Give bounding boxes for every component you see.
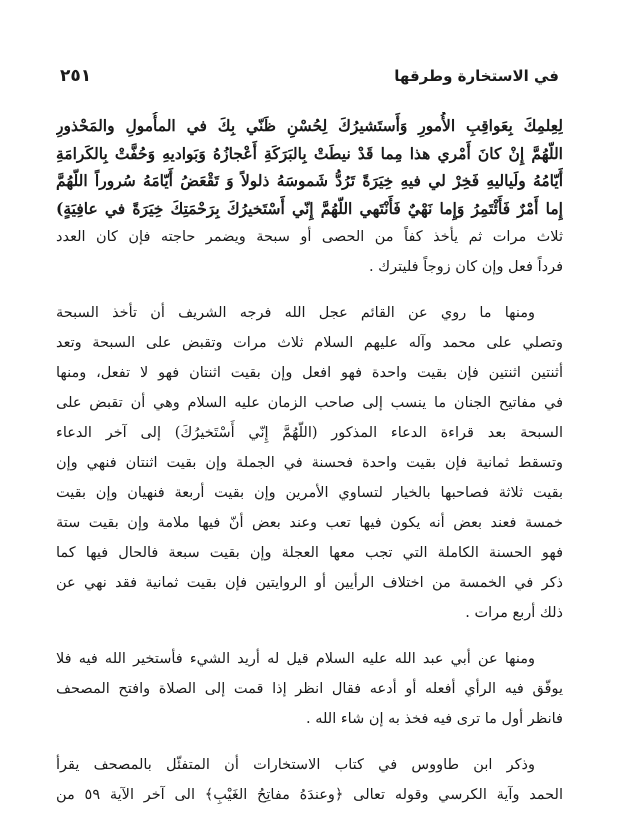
prayer-line: أَيّامُهُ ولَياليهِ فَخِرْ لي فيهِ خِيَرَةً تَرُدُّ شَموسَهُ ذلولاً وَ تَقْعَضُ أَيّامَهُ سُروراً اللّهُمَّ: [56, 171, 563, 190]
paragraph-3: [56, 644, 563, 734]
prayer-line: لِعِلمِكَ بِعَواقِبِ الأُمورِ وَأَستَشيرُكَ لِحُسْنِ ظَنّي بِكَ في المأُمولِ والمَحْذورِ: [56, 116, 563, 135]
paragraph-line: خمسة فعند بعض أنه يكون فيها تعب وعند بعض أنّ فيها ملامة وإن بقيت ستة: [56, 515, 563, 531]
paragraph-line: ذلك أربع مرات .: [465, 605, 563, 621]
paragraph-line: فانظر أول ما ترى فيه فخذ به إن شاء الله .: [306, 711, 563, 727]
paragraph-2: [56, 298, 563, 628]
paragraph-line: وتسقط ثمانية فإن بقيت واحدة فحسنة في الجملة وإن بقيت اثنتان فنهي وإن: [56, 455, 563, 471]
paragraph-line: ثلاث مرات ثم يأخذ كفاً من الحصى أو سبحة ويضمر حاجته فإن كان العدد: [56, 229, 563, 245]
page-number: ٢٥١: [60, 66, 92, 86]
paragraph-1: [56, 222, 563, 282]
paragraph-line: بقيت ثلاثة فصاحبها بالخيار لتساوي الأمرين وإن بقيت أربعة فنهيان وإن بقيت: [56, 485, 563, 501]
paragraph-line: السبحة بعد قراءة الدعاء المذكور (اللّهُمَّ إِنّي أَسْتَخيرُكَ) إلى آخر الدعاء: [56, 425, 563, 441]
paragraph-line: الحمد وآية الكرسي وقوله تعالى ﴿وعندَهُ مفاتِحُ الغَيْبِ﴾ الى آخر الآية ٥٩ من: [56, 787, 563, 803]
paragraph-4: [56, 750, 563, 810]
paragraph-line: أثنتين اثنتين فإن بقيت واحدة فهو افعل وإن بقيت اثنتان فهو لا تفعل، ومنها: [56, 365, 563, 381]
paragraph-line: وتصلي على محمد وآله عليهم السلام ثلاث مرات وتقبض على السبحة وتعد: [56, 335, 563, 351]
paragraph-line: ومنها ما روي عن القائم عجل الله فرجه الشريف أن تأخذ السبحة: [56, 305, 535, 321]
paragraph-line: فهو الحسنة الكاملة التي تجب معها العجلة وإن بقيت سبعة فالحال فيها كما: [56, 545, 563, 561]
paragraph-line: فرداً فعل وإن كان زوجاً فليترك .: [368, 259, 563, 275]
page-content: [56, 112, 563, 810]
paragraph-line: وذكر ابن طاووس في كتاب الاستخارات أن المتفئّل بالمصحف يقرأ: [56, 757, 535, 773]
prayer-line: إِما أَمْرٌ فَأَئْتَمِرُ وَإِما نَهْيٌ فَأَنْتَهي اللّهُمَّ إِنّي أَسْتَخيرُكَ بِرَحْمَتِكَ خِيَرَةً في عافِيَةٍ): [56, 198, 563, 218]
prayer-text: [56, 112, 563, 222]
paragraph-line: في مفاتيح الجنان ما ينسب إلى صاحب الزمان عليه السلام وهي أن تقبض على: [56, 395, 563, 411]
paragraph-line: ذكر في الخمسة من اختلاف الرأيين أو الروايتين فإن بقيت ثمانية فقد نهي عن: [56, 575, 563, 591]
prayer-line: اللّهُمَّ إِنْ كانَ أَمْري هذا مِما قَدْ نيطَتْ بِالبَرَكَةِ أَعْجازُهُ وَبَواديهِ وَحُفَّتْ بِالكَرامَةِ: [56, 143, 563, 163]
page-header: [60, 64, 559, 88]
paragraph-line: يوفّق فيه الرأي أفعله أو أدعه فقال انظر إذا قمت إلى الصلاة وافتح المصحف: [56, 681, 563, 697]
running-title: في الاستخارة وطرقها: [394, 67, 559, 85]
paragraph-line: ومنها عن أبي عبد الله عليه السلام قيل له أريد الشيء فأستخير الله فيه فلا: [56, 651, 535, 667]
